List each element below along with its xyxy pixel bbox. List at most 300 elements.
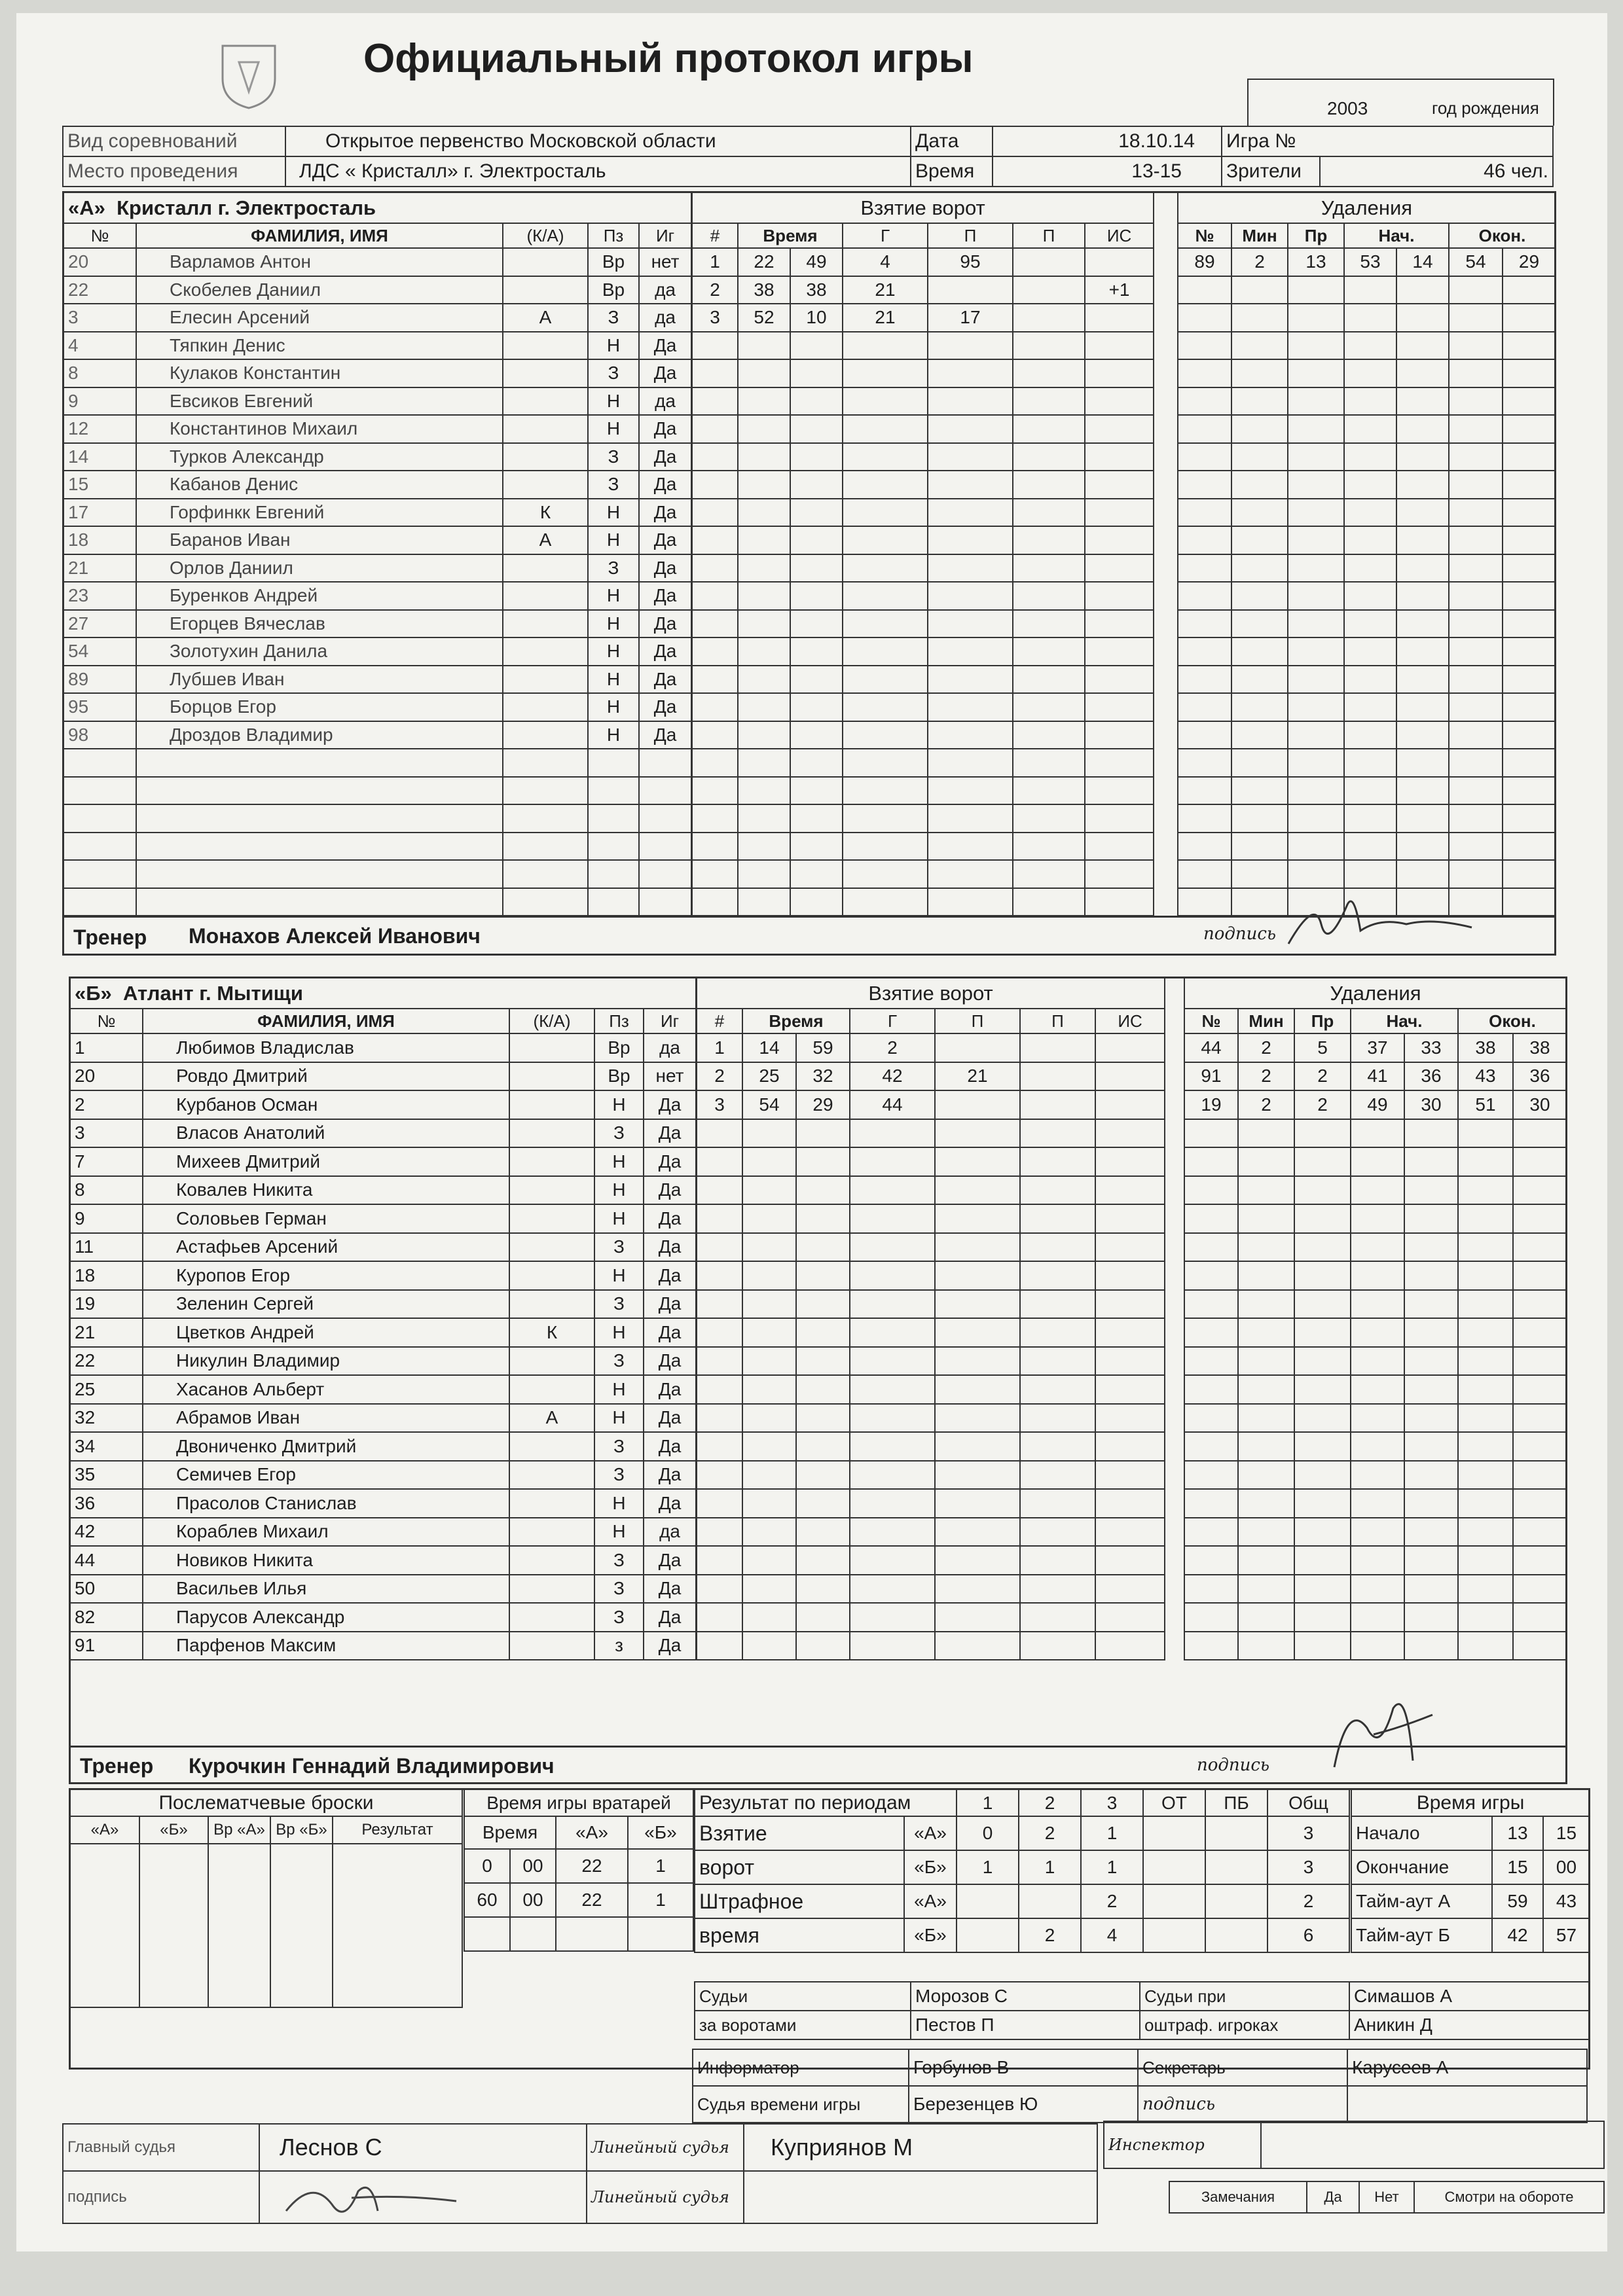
player-name: Константинов Михаил <box>136 415 503 443</box>
goal-situation <box>1095 1290 1165 1319</box>
penalty-row <box>1178 387 1555 416</box>
goal-second: 49 <box>790 248 843 276</box>
penalty-player <box>1184 1603 1238 1632</box>
goal-number <box>692 554 738 583</box>
penalty-minutes <box>1238 1318 1294 1347</box>
col-num: № <box>64 223 136 248</box>
goal-number <box>692 359 738 387</box>
goal-scorer <box>850 1176 935 1205</box>
goal-row <box>692 415 1154 443</box>
penalty-start-min <box>1344 499 1396 527</box>
player-name: Двониченко Дмитрий <box>143 1432 509 1461</box>
penalty-player <box>1184 1147 1238 1176</box>
penalty-end-sec <box>1503 804 1555 833</box>
penalty-start-min <box>1351 1318 1404 1347</box>
team-a-sign-label: подпись <box>1203 924 1277 944</box>
player-row <box>71 1233 696 1262</box>
penalty-start-sec <box>1404 1375 1458 1404</box>
goal-scorer: 42 <box>850 1062 935 1091</box>
goal-scorer <box>843 582 928 610</box>
player-name: Кабанов Денис <box>136 471 503 499</box>
player-number <box>64 777 136 805</box>
penalty-end-min <box>1449 499 1503 527</box>
penalty-player <box>1184 1575 1238 1604</box>
penalty-player <box>1178 721 1231 749</box>
penalty-end-sec <box>1513 1290 1566 1319</box>
goal-assist-1 <box>928 637 1013 666</box>
goal-situation <box>1085 248 1154 276</box>
goal-assist-2 <box>1020 1603 1095 1632</box>
goal-assist-2 <box>1020 1432 1095 1461</box>
player-position: З <box>594 1233 644 1262</box>
goal-second <box>790 471 843 499</box>
goal-assist-2 <box>1020 1233 1095 1262</box>
penalty-start-min <box>1351 1518 1404 1547</box>
penalty-player <box>1178 833 1231 861</box>
goalie-time-row <box>464 1917 693 1951</box>
player-name: Борцов Егор <box>136 693 503 721</box>
penalty-row <box>1184 1147 1566 1176</box>
player-number: 1 <box>71 1033 143 1062</box>
player-number: 21 <box>64 554 136 583</box>
goal-assist-1 <box>935 1233 1020 1262</box>
goal-number <box>692 804 738 833</box>
goal-situation <box>1085 526 1154 554</box>
player-played: Да <box>639 526 691 554</box>
player-role <box>509 1603 594 1632</box>
player-row <box>64 666 691 694</box>
goal-second <box>796 1290 850 1319</box>
penalty-reason <box>1288 693 1344 721</box>
date-label: Дата <box>911 126 993 156</box>
team-b-name: Атлант г. Мытищи <box>123 981 303 1005</box>
penalty-start-sec <box>1404 1318 1458 1347</box>
goal-scorer <box>850 1147 935 1176</box>
penalty-end-sec <box>1503 860 1555 888</box>
goal-scorer <box>843 443 928 471</box>
player-played: Да <box>644 1461 696 1490</box>
team-a-tag: «А» <box>68 196 105 219</box>
inspector-table <box>1103 2121 1605 2169</box>
player-number: 91 <box>71 1632 143 1660</box>
goal-assist-1 <box>935 1318 1020 1347</box>
period-row-label: ворот <box>695 1850 904 1884</box>
goal-assist-1 <box>935 1575 1020 1604</box>
goal-assist-2 <box>1013 332 1085 360</box>
penalty-player <box>1178 777 1231 805</box>
timekeeper: Березенцев Ю <box>909 2086 1138 2123</box>
period-value: 0 <box>957 1816 1019 1850</box>
penalty-row <box>1184 1090 1566 1119</box>
penalty-start-min <box>1351 1489 1404 1518</box>
player-number: 25 <box>71 1375 143 1404</box>
shootout-body <box>71 1844 462 2007</box>
penalty-minutes: 2 <box>1238 1090 1294 1119</box>
goal-second <box>790 387 843 416</box>
goal-minute <box>742 1603 796 1632</box>
player-name: Никулин Владимир <box>143 1347 509 1376</box>
goal-assist-2 <box>1020 1062 1095 1091</box>
goal-minute <box>738 666 790 694</box>
penalty-end-sec <box>1503 276 1555 304</box>
penalty-end-sec <box>1513 1404 1566 1433</box>
penalty-end-min <box>1458 1119 1513 1148</box>
penalty-minutes <box>1238 1261 1294 1290</box>
penalty-minutes <box>1231 526 1288 554</box>
penalty-judge-2: Аникин Д <box>1349 2011 1589 2039</box>
goal-minute: 38 <box>738 276 790 304</box>
penalty-player <box>1184 1176 1238 1205</box>
player-played: Да <box>644 1347 696 1376</box>
goalie-time-empty <box>464 1917 510 1951</box>
period-value <box>957 1918 1019 1952</box>
penalty-judge-1: Симашов А <box>1349 1982 1589 2011</box>
goalie-change-second: 00 <box>510 1883 556 1917</box>
goal-second <box>796 1461 850 1490</box>
penalty-start-min <box>1351 1147 1404 1176</box>
team-b-goals <box>696 978 1165 1660</box>
penalty-player <box>1184 1261 1238 1290</box>
player-row <box>64 471 691 499</box>
goal-number <box>697 1489 742 1518</box>
goal-minute <box>738 721 790 749</box>
player-row <box>64 304 691 332</box>
player-name: Турков Александр <box>136 443 503 471</box>
penalty-end-min <box>1458 1375 1513 1404</box>
player-name: Соловьев Герман <box>143 1204 509 1233</box>
penalty-start-min <box>1344 332 1396 360</box>
player-name <box>136 860 503 888</box>
penalty-minutes <box>1238 1575 1294 1604</box>
player-name: Власов Анатолий <box>143 1119 509 1148</box>
goal-assist-1 <box>928 777 1013 805</box>
goal-number <box>697 1204 742 1233</box>
player-name: Ковалев Никита <box>143 1176 509 1205</box>
player-position <box>588 749 639 777</box>
emblem-icon <box>213 39 285 111</box>
col-pen-num: № <box>1178 223 1231 248</box>
period-value <box>1143 1918 1205 1952</box>
player-played: да <box>639 304 691 332</box>
goal-situation <box>1085 415 1154 443</box>
penalty-reason <box>1294 1603 1351 1632</box>
goal-second <box>790 332 843 360</box>
player-played: да <box>639 276 691 304</box>
penalty-end-sec <box>1503 499 1555 527</box>
penalty-row <box>1178 666 1555 694</box>
player-played <box>639 860 691 888</box>
goal-row <box>697 1518 1165 1547</box>
penalty-start-sec <box>1396 721 1449 749</box>
player-role: К <box>509 1318 594 1347</box>
penalty-start-sec <box>1404 1461 1458 1490</box>
goal-assist-2 <box>1013 526 1085 554</box>
team-b-penalties <box>1184 978 1566 1660</box>
penalty-end-min <box>1458 1461 1513 1490</box>
penalty-player <box>1178 304 1231 332</box>
goal-minute <box>738 804 790 833</box>
linesman-label: Линейный судья <box>587 2124 744 2171</box>
player-position: Н <box>588 526 639 554</box>
player-row <box>71 1033 696 1062</box>
goal-scorer <box>843 387 928 416</box>
team-a-goals-title: Взятие ворот <box>692 193 1154 223</box>
penalty-minutes: 2 <box>1238 1033 1294 1062</box>
penalty-start-sec <box>1404 1233 1458 1262</box>
penalty-row <box>1178 582 1555 610</box>
goal-scorer <box>843 804 928 833</box>
player-role <box>509 1147 594 1176</box>
col-ka: (К/А) <box>509 1009 594 1033</box>
goal-row <box>692 804 1154 833</box>
goal-minute: 22 <box>738 248 790 276</box>
penalty-minutes: 2 <box>1231 248 1288 276</box>
goal-scorer <box>850 1603 935 1632</box>
goal-assist-2 <box>1020 1261 1095 1290</box>
goal-number: 3 <box>697 1090 742 1119</box>
goalie-b: 1 <box>628 1849 693 1883</box>
goalie-time-row <box>464 1883 693 1917</box>
col-pen-end: Окон. <box>1449 223 1555 248</box>
player-row <box>71 1176 696 1205</box>
goal-second <box>790 359 843 387</box>
goal-minute <box>742 1176 796 1205</box>
goal-assist-2 <box>1013 777 1085 805</box>
player-name <box>136 833 503 861</box>
player-played <box>639 888 691 916</box>
penalty-player <box>1184 1290 1238 1319</box>
player-played: Да <box>644 1261 696 1290</box>
goal-assist-2 <box>1013 666 1085 694</box>
penalty-end-sec <box>1503 721 1555 749</box>
penalty-row <box>1178 443 1555 471</box>
timeout-b-label: Тайм-аут Б <box>1351 1918 1492 1952</box>
player-name: Любимов Владислав <box>143 1033 509 1062</box>
penalty-start-min <box>1344 304 1396 332</box>
penalty-end-sec <box>1513 1375 1566 1404</box>
goal-scorer <box>850 1518 935 1547</box>
col-goal-assist2: П <box>1020 1009 1095 1033</box>
goal-situation <box>1095 1062 1165 1091</box>
col-goal-assist1: П <box>928 223 1013 248</box>
penalty-start-min <box>1351 1261 1404 1290</box>
goal-assist-1 <box>928 804 1013 833</box>
period-team: «Б» <box>904 1850 957 1884</box>
goal-situation: +1 <box>1085 276 1154 304</box>
player-number: 18 <box>64 526 136 554</box>
goal-assist-2 <box>1013 443 1085 471</box>
goalie-time-col-b: «Б» <box>628 1816 693 1849</box>
goalie-change-second: 00 <box>510 1849 556 1883</box>
period-value <box>1143 1850 1205 1884</box>
goal-minute <box>738 777 790 805</box>
penalty-end-min <box>1458 1432 1513 1461</box>
goal-second <box>790 833 843 861</box>
goal-assist-1 <box>935 1176 1020 1205</box>
goal-scorer <box>850 1404 935 1433</box>
player-name: Буренков Андрей <box>136 582 503 610</box>
goal-scorer <box>850 1632 935 1660</box>
penalty-end-sec <box>1503 387 1555 416</box>
player-role <box>509 1489 594 1518</box>
penalty-minutes <box>1231 499 1288 527</box>
penalty-player <box>1178 415 1231 443</box>
penalty-player <box>1178 666 1231 694</box>
venue-label: Место проведения <box>63 156 285 187</box>
penalty-row <box>1184 1119 1566 1148</box>
goal-row <box>697 1632 1165 1660</box>
player-position <box>588 860 639 888</box>
penalty-row <box>1178 637 1555 666</box>
penalty-reason <box>1288 749 1344 777</box>
penalty-start-sec <box>1404 1518 1458 1547</box>
col-goal-situation: ИС <box>1085 223 1154 248</box>
goal-assist-1 <box>935 1489 1020 1518</box>
player-played: Да <box>639 359 691 387</box>
penalty-start-min <box>1344 554 1396 583</box>
game-start-m: 15 <box>1543 1816 1589 1850</box>
player-role <box>509 1176 594 1205</box>
period-value: 1 <box>957 1850 1019 1884</box>
player-name: Васильев Илья <box>143 1575 509 1604</box>
player-number: 20 <box>71 1062 143 1091</box>
goal-second <box>796 1347 850 1376</box>
penalty-end-sec <box>1513 1261 1566 1290</box>
goal-minute <box>738 693 790 721</box>
goal-number <box>697 1518 742 1547</box>
goal-assist-1 <box>935 1261 1020 1290</box>
penalty-player: 44 <box>1184 1033 1238 1062</box>
penalty-player <box>1178 860 1231 888</box>
team-b-tag: «Б» <box>75 981 112 1005</box>
penalty-minutes <box>1231 721 1288 749</box>
col-pen-start: Нач. <box>1351 1009 1458 1033</box>
penalty-start-sec: 33 <box>1404 1033 1458 1062</box>
player-position: Н <box>588 721 639 749</box>
goal-assist-1 <box>928 443 1013 471</box>
player-number: 95 <box>64 693 136 721</box>
penalty-end-min <box>1458 1318 1513 1347</box>
penalty-minutes <box>1231 804 1288 833</box>
spectators: 46 <box>1484 160 1506 182</box>
goal-second <box>796 1546 850 1575</box>
penalty-end-min <box>1449 749 1503 777</box>
penalty-reason <box>1294 1147 1351 1176</box>
player-name: Варламов Антон <box>136 248 503 276</box>
player-played: да <box>639 387 691 416</box>
penalty-row <box>1184 1489 1566 1518</box>
penalty-row <box>1178 554 1555 583</box>
player-name: Новиков Никита <box>143 1546 509 1575</box>
penalty-row <box>1184 1461 1566 1490</box>
goal-row <box>692 276 1154 304</box>
penalty-player <box>1178 471 1231 499</box>
player-row <box>64 749 691 777</box>
player-row <box>71 1147 696 1176</box>
player-row <box>71 1062 696 1091</box>
goal-assist-1 <box>928 860 1013 888</box>
penalty-start-sec <box>1396 777 1449 805</box>
penalty-minutes <box>1238 1461 1294 1490</box>
period-row <box>695 1816 1349 1850</box>
period-row <box>695 1850 1349 1884</box>
penalty-end-sec <box>1513 1518 1566 1547</box>
goal-second <box>796 1632 850 1660</box>
goal-judge-1: Морозов С <box>911 1982 1140 2011</box>
goal-situation <box>1095 1347 1165 1376</box>
goal-situation <box>1085 610 1154 638</box>
period-value <box>1205 1816 1267 1850</box>
goal-assist-1 <box>935 1147 1020 1176</box>
goal-number <box>697 1233 742 1262</box>
player-role <box>503 610 588 638</box>
team-a-coach: Монахов Алексей Иванович <box>189 924 481 948</box>
player-role: А <box>503 526 588 554</box>
period-value: 3 <box>1267 1850 1349 1884</box>
goal-assist-2 <box>1020 1119 1095 1148</box>
penalty-reason <box>1294 1318 1351 1347</box>
penalty-end-min <box>1449 526 1503 554</box>
player-row <box>64 526 691 554</box>
goal-scorer <box>843 666 928 694</box>
goal-second <box>796 1518 850 1547</box>
team-a-footer <box>64 916 1554 954</box>
player-role <box>503 276 588 304</box>
penalty-start-min <box>1351 1546 1404 1575</box>
shootout-cell <box>333 1844 462 2007</box>
inspector-label: Инспектор <box>1104 2121 1261 2168</box>
goal-assist-1 <box>928 499 1013 527</box>
goal-minute <box>738 359 790 387</box>
penalty-start-min <box>1351 1347 1404 1376</box>
goal-scorer <box>843 610 928 638</box>
penalty-end-min <box>1449 554 1503 583</box>
player-name: Ровдо Дмитрий <box>143 1062 509 1091</box>
goal-number <box>692 721 738 749</box>
goal-assist-2 <box>1013 888 1085 916</box>
goal-assist-2 <box>1020 1518 1095 1547</box>
goalie-time-empty <box>556 1917 628 1951</box>
player-position: Н <box>594 1261 644 1290</box>
spectators-label: Зрители <box>1222 156 1320 187</box>
penalty-end-sec <box>1503 332 1555 360</box>
goal-row <box>697 1233 1165 1262</box>
player-position: Н <box>594 1204 644 1233</box>
goal-assist-1 <box>935 1603 1020 1632</box>
penalty-end-sec <box>1513 1546 1566 1575</box>
player-position: Н <box>588 666 639 694</box>
player-row <box>64 443 691 471</box>
goalie-change-minute: 60 <box>464 1883 510 1917</box>
goal-judge-2: Пестов П <box>911 2011 1140 2039</box>
penalty-player <box>1184 1347 1238 1376</box>
player-name: Куропов Егор <box>143 1261 509 1290</box>
penalty-player <box>1178 276 1231 304</box>
goal-assist-2 <box>1020 1575 1095 1604</box>
goal-assist-2 <box>1020 1033 1095 1062</box>
goal-scorer <box>843 777 928 805</box>
game-end-label: Окончание <box>1351 1850 1492 1884</box>
penalty-reason <box>1294 1261 1351 1290</box>
goal-row <box>692 693 1154 721</box>
penalty-start-sec <box>1404 1603 1458 1632</box>
penalty-reason <box>1294 1461 1351 1490</box>
player-role <box>509 1347 594 1376</box>
penalty-end-min <box>1458 1546 1513 1575</box>
penalty-end-min <box>1458 1347 1513 1376</box>
penalty-row <box>1178 749 1555 777</box>
goal-row <box>692 637 1154 666</box>
